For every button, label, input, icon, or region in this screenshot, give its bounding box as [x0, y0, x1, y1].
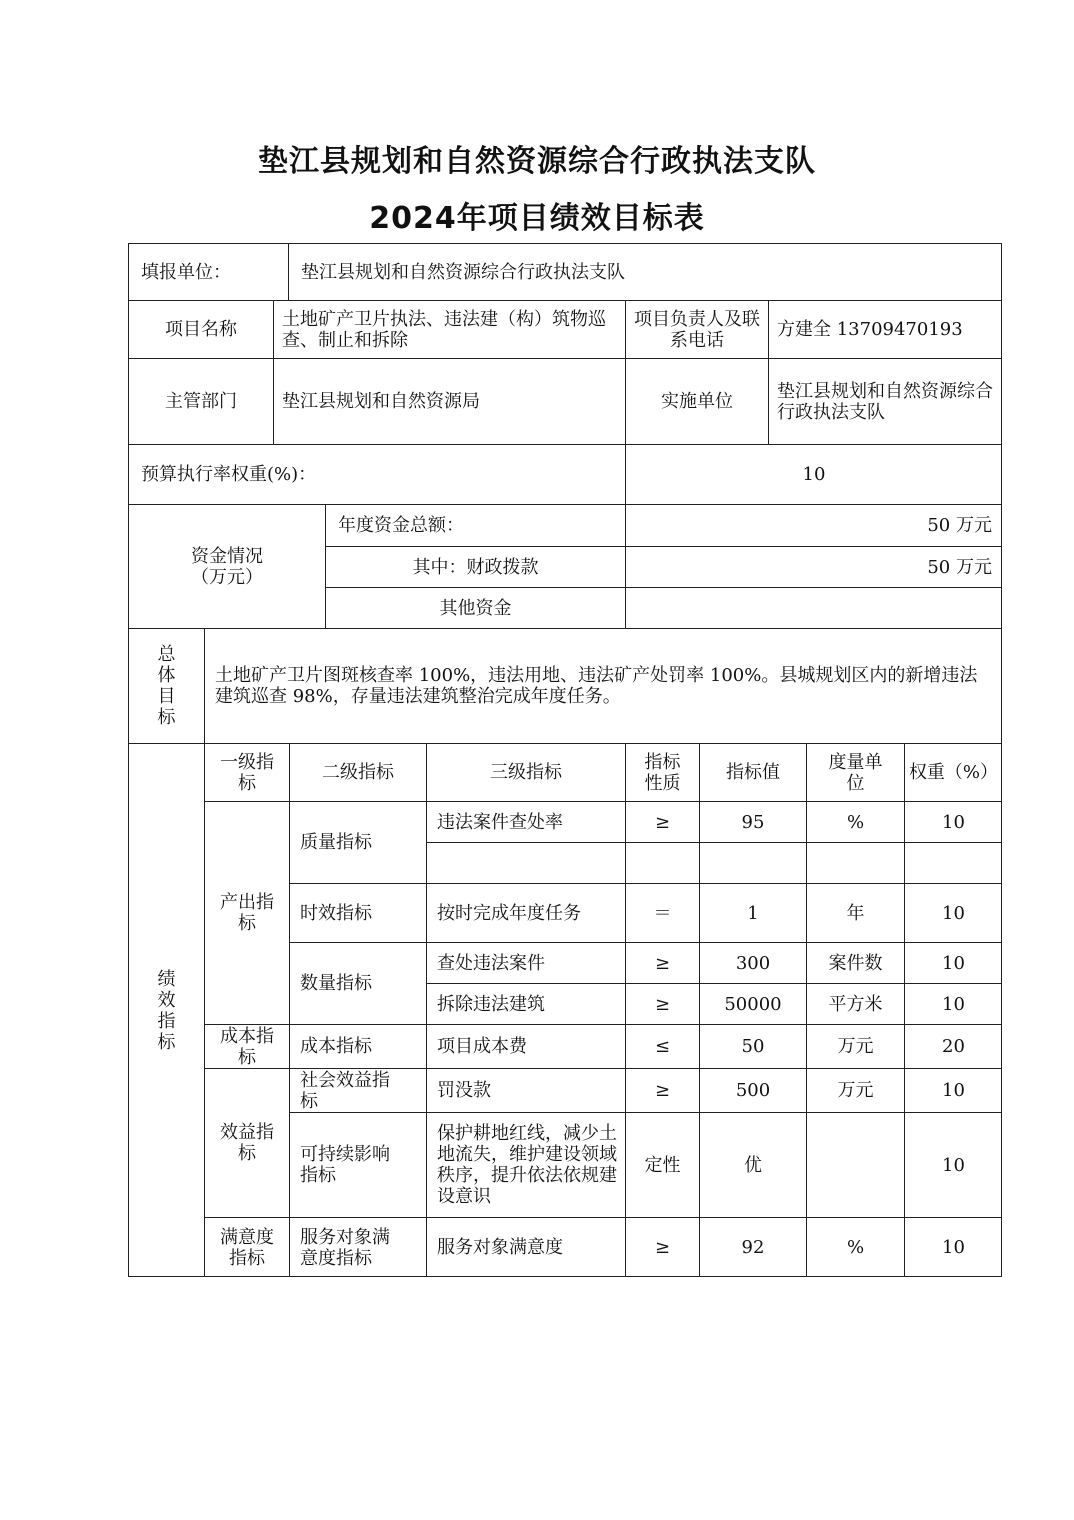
- header-weight: 权重（%）: [904, 743, 1002, 801]
- level1-output: 产出指标: [204, 801, 289, 1024]
- table-cell-level3: 服务对象满意度: [426, 1217, 625, 1277]
- table-cell-unit: %: [806, 1217, 904, 1277]
- impl-value: 垫江县规划和自然资源综合行政执法支队: [768, 358, 1002, 444]
- table-cell-level3: 按时完成年度任务: [426, 883, 625, 942]
- document-title: 垫江县规划和自然资源综合行政执法支队: [258, 144, 816, 179]
- perf-label-char: 指: [157, 1010, 176, 1032]
- header-level1: 一级指标: [204, 743, 289, 801]
- table-cell-weight: 10: [904, 983, 1002, 1024]
- table-cell-level3: 查处违法案件: [426, 942, 625, 983]
- table-cell-level3: 项目成本费: [426, 1024, 625, 1068]
- table-cell-nature: [625, 842, 699, 883]
- table-cell-weight: 10: [904, 883, 1002, 942]
- level2-cost: 成本指标: [289, 1024, 426, 1068]
- level2-sustainability: 可持续影响指标: [289, 1112, 426, 1217]
- table-cell-value: 95: [699, 801, 806, 842]
- level1-benefit: 效益指标: [204, 1068, 289, 1217]
- funds-fiscal-label: 其中：财政拨款: [325, 546, 625, 587]
- table-cell-value: 优: [699, 1112, 806, 1217]
- level2-timeliness: 时效指标: [289, 883, 426, 942]
- level2-social-benefit: 社会效益指标: [289, 1068, 426, 1112]
- table-cell-nature: 定性: [625, 1112, 699, 1217]
- table-cell-weight: [904, 842, 1002, 883]
- header-level2: 二级指标: [289, 743, 426, 801]
- project-contact-value: 方建全 13709470193: [768, 300, 1002, 358]
- table-cell-nature: ≥: [625, 1217, 699, 1277]
- perf-label-char: 效: [157, 989, 176, 1011]
- funds-total-label: 年度资金总额：: [325, 504, 625, 546]
- funds-label: 资金情况（万元）: [128, 504, 325, 628]
- goal-label-char: 标: [157, 707, 176, 728]
- filler-label: 填报单位：: [128, 243, 288, 300]
- table-cell-unit: 年: [806, 883, 904, 942]
- goal-text: 土地矿产卫片图斑核查率 100%，违法用地、违法矿产处罚率 100%。县城规划区内的新增违法建筑巡查 98%，存量违法建筑整治完成年度任务。: [204, 628, 1002, 743]
- perf-label-char: 绩: [157, 968, 176, 990]
- table-cell-value: 300: [699, 942, 806, 983]
- table-cell-weight: 20: [904, 1024, 1002, 1068]
- table-cell-weight: 10: [904, 1217, 1002, 1277]
- perf-label-char: 标: [157, 1031, 176, 1053]
- table-cell-unit: 万元: [806, 1024, 904, 1068]
- filler-value: 垫江县规划和自然资源综合行政执法支队: [288, 243, 1002, 300]
- table-cell-weight: 10: [904, 942, 1002, 983]
- table-cell-level3: [426, 842, 625, 883]
- table-cell-unit: [806, 1112, 904, 1217]
- table-cell-level3: 罚没款: [426, 1068, 625, 1112]
- table-cell-value: 50: [699, 1024, 806, 1068]
- table-cell-nature: ＝: [625, 883, 699, 942]
- table-cell-unit: %: [806, 801, 904, 842]
- dept-value: 垫江县规划和自然资源局: [273, 358, 625, 444]
- table-cell-nature: ≤: [625, 1024, 699, 1068]
- table-cell-weight: 10: [904, 1068, 1002, 1112]
- dept-label: 主管部门: [128, 358, 273, 444]
- budget-label: 预算执行率权重(%)：: [128, 444, 625, 504]
- table-cell-nature: ≥: [625, 983, 699, 1024]
- table-cell-nature: ≥: [625, 1068, 699, 1112]
- header-unit: 度量单位: [806, 743, 904, 801]
- table-cell-weight: 10: [904, 801, 1002, 842]
- goal-label: [128, 628, 204, 743]
- level1-cost: 成本指标: [204, 1024, 289, 1068]
- project-name-value: 土地矿产卫片执法、违法建（构）筑物巡查、制止和拆除: [273, 300, 625, 358]
- document-subtitle: 2024年项目绩效目标表: [369, 201, 705, 236]
- level2-service-satisfaction: 服务对象满意度指标: [289, 1217, 426, 1277]
- goal-label-char: 总: [157, 644, 176, 665]
- impl-label: 实施单位: [625, 358, 768, 444]
- table-cell-nature: ≥: [625, 801, 699, 842]
- table-cell-value: 50000: [699, 983, 806, 1024]
- funds-other-value: [625, 587, 1002, 628]
- table-cell-level3: 拆除违法建筑: [426, 983, 625, 1024]
- project-name-label: 项目名称: [128, 300, 273, 358]
- perf-label: [128, 743, 204, 1277]
- level2-quality: 质量指标: [289, 801, 426, 883]
- header-nature: 指标性质: [625, 743, 699, 801]
- budget-value: 10: [625, 444, 1002, 504]
- level2-quantity: 数量指标: [289, 942, 426, 1024]
- goal-label-char: 目: [157, 686, 176, 707]
- table-cell-value: 500: [699, 1068, 806, 1112]
- table-cell-unit: 案件数: [806, 942, 904, 983]
- funds-total-value: 50 万元: [625, 504, 1002, 546]
- header-level3: 三级指标: [426, 743, 625, 801]
- table-cell-value: 92: [699, 1217, 806, 1277]
- funds-fiscal-value: 50 万元: [625, 546, 1002, 587]
- goal-label-char: 体: [157, 665, 176, 686]
- header-value: 指标值: [699, 743, 806, 801]
- project-contact-label: 项目负责人及联系电话: [625, 300, 768, 358]
- table-cell-unit: [806, 842, 904, 883]
- table-cell-value: [699, 842, 806, 883]
- table-cell-unit: 平方米: [806, 983, 904, 1024]
- table-cell-unit: 万元: [806, 1068, 904, 1112]
- table-cell-value: 1: [699, 883, 806, 942]
- table-cell-level3: 保护耕地红线，减少土地流失，维护建设领域秩序，提升依法依规建设意识: [426, 1112, 625, 1217]
- level1-satisfaction: 满意度指标: [204, 1217, 289, 1277]
- table-cell-level3: 违法案件查处率: [426, 801, 625, 842]
- table-cell-weight: 10: [904, 1112, 1002, 1217]
- funds-other-label: 其他资金: [325, 587, 625, 628]
- table-cell-nature: ≥: [625, 942, 699, 983]
